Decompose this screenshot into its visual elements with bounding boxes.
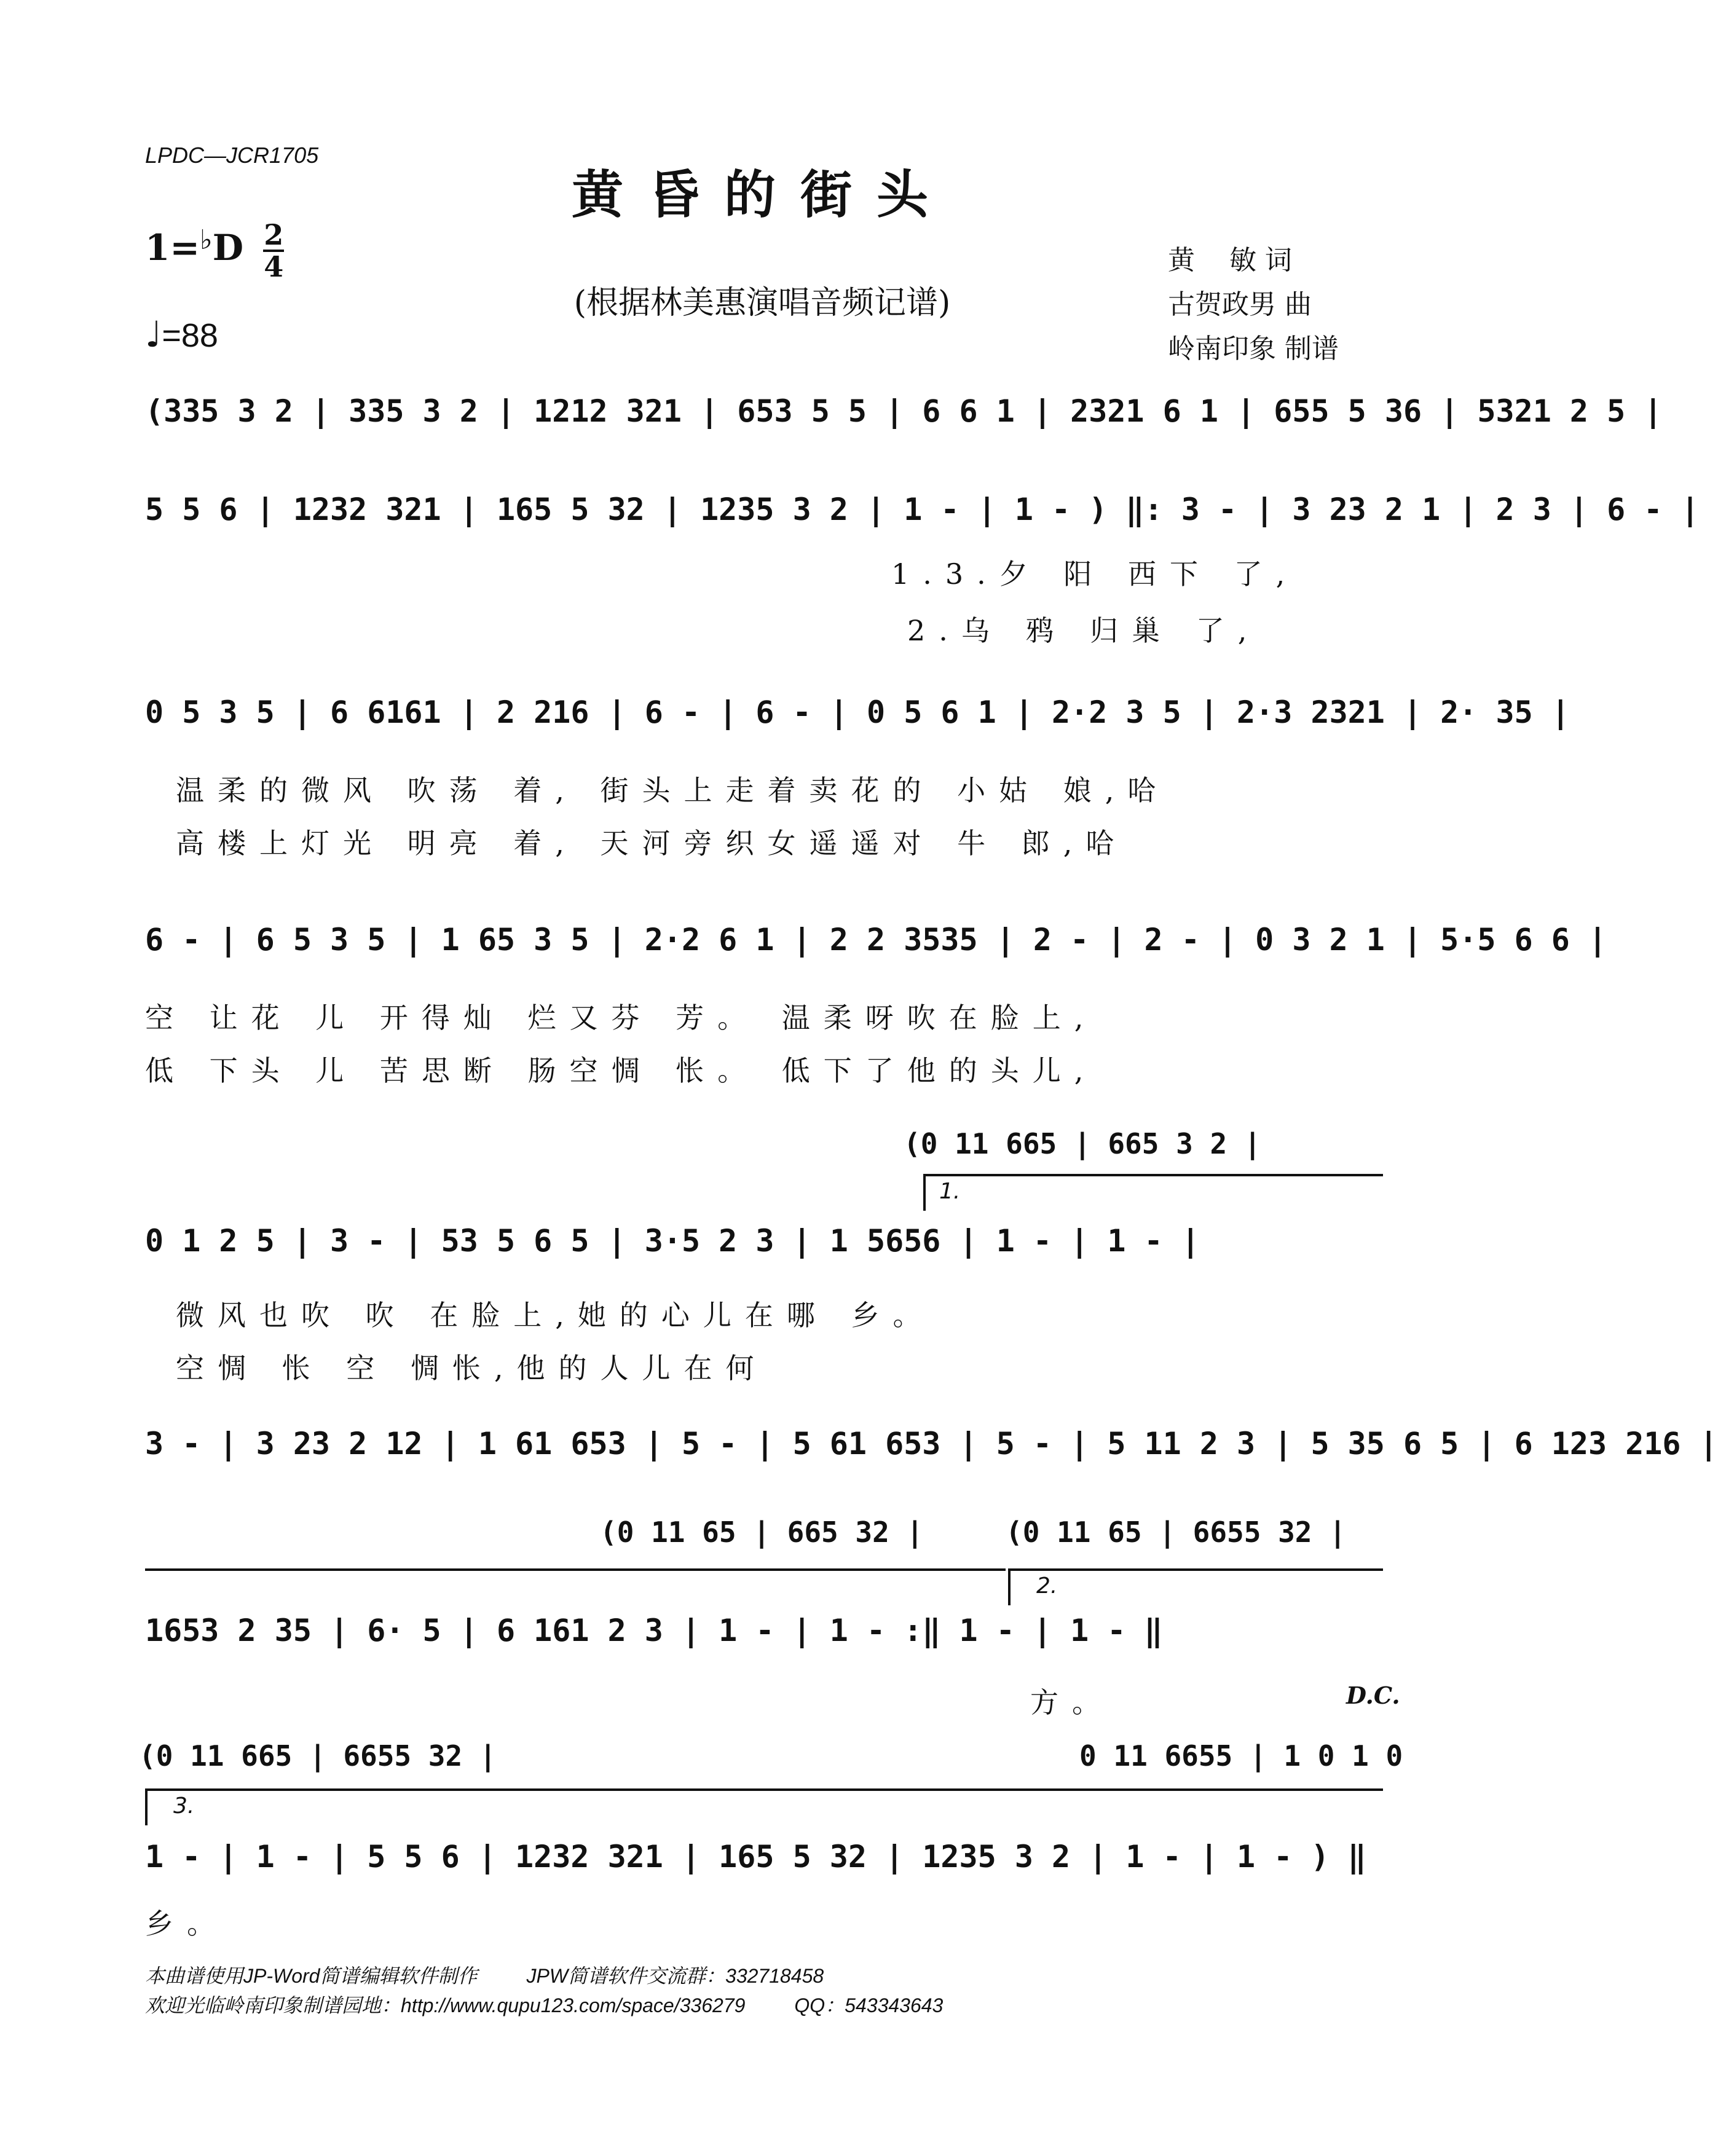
accompaniment-overlay: 0 11 6655 | 1 0 1 0	[1079, 1739, 1403, 1772]
lyric-line: 空 让花 儿 开得灿 烂又芬 芳。 温柔呀吹在脸上,	[145, 1001, 1097, 1034]
notation-system-7: 1653 2 35 | 6· 5 | 6 161 2 3 | 1 - | 1 - :‖ 1 - | 1 - ‖	[145, 1613, 1163, 1648]
notation-system-6: 3 - | 3 23 2 12 | 1 61 653 | 5 - | 5 61 653 | 5 - | 5 11 2 3 | 5 35 6 5 | 6 123 216 |	[145, 1426, 1718, 1462]
lyric-line: 高楼上灯光 明亮 着, 天河旁织女遥遥对 牛 郎,哈	[176, 827, 1128, 860]
accompaniment-overlay: (0 11 65 | 665 32 |	[600, 1516, 924, 1549]
lyric-line: 2.乌 鸦 归巢 了,	[907, 614, 1261, 647]
accompaniment-overlay: (0 11 665 | 665 3 2 |	[904, 1127, 1261, 1160]
composer: 古贺政男 曲	[1168, 289, 1312, 320]
lyric-line: 低 下头 儿 苦思断 肠空惆 怅。 低下了他的头儿,	[145, 1054, 1097, 1087]
volta-bracket-edge	[1008, 1568, 1011, 1605]
notation-system-1: (335 3 2 | 335 3 2 | 1212 321 | 653 5 5 | 6 6 1 | 2321 6 1 | 655 5 36 | 5321 2 5 |	[145, 393, 1663, 429]
arranger: 岭南印象 制谱	[1168, 333, 1339, 364]
notation-system-4: 6 - | 6 5 3 5 | 1 65 3 5 | 2·2 6 1 | 2 2 3535 | 2 - | 2 - | 0 3 2 1 | 5·5 6 6 |	[145, 922, 1607, 958]
volta-bracket-edge	[145, 1788, 148, 1825]
time-bottom: 4	[264, 250, 284, 283]
quarter-note-icon: ♩	[145, 313, 162, 355]
key-signature	[145, 220, 284, 281]
volta-bracket	[923, 1174, 1383, 1176]
credits	[1168, 238, 1339, 371]
time-signature	[263, 220, 284, 281]
lyric-line: 空惆 怅 空 惆怅,他的人儿在何	[176, 1351, 768, 1385]
volta-label: 1.	[939, 1179, 961, 1204]
score-code: LPDC—JCR1705	[145, 143, 319, 168]
lyricist: 黄 敏 词	[1168, 245, 1292, 276]
volta-label: 2.	[1036, 1573, 1058, 1599]
flat-icon: ♭	[199, 224, 213, 256]
time-top: 2	[264, 218, 284, 251]
da-capo-marking: D.C.	[1346, 1682, 1400, 1709]
notation-system-2: 5 5 6 | 1232 321 | 165 5 32 | 1235 3 2 | 1 - | 1 - ) ‖: 3 - | 3 23 2 1 | 2 3 | 6 - |	[145, 492, 1700, 527]
lyric-line: 1.3.夕 阳 西下 了,	[891, 557, 1299, 591]
lyric-line: 温柔的微风 吹荡 着, 街头上走着卖花的 小姑 娘,哈	[176, 774, 1170, 807]
accompaniment-overlay: (0 11 65 | 6655 32 |	[1006, 1516, 1346, 1549]
page-title: 黄昏的街头	[571, 164, 953, 225]
lyric-line: 方。	[1030, 1686, 1114, 1719]
key-note: D	[212, 227, 244, 269]
notation-system-8: 1 - | 1 - | 5 5 6 | 1232 321 | 165 5 32 | 1235 3 2 | 1 - | 1 - ) ‖	[145, 1839, 1366, 1875]
footer-line-1: 本曲谱使用JP-Word简谱编辑软件制作 JPW简谱软件交流群：332718458	[145, 1965, 824, 1987]
key-prefix: 1=	[145, 227, 200, 269]
volta-label: 3.	[173, 1793, 195, 1819]
tempo-marking	[145, 313, 218, 355]
subtitle: (根据林美惠演唱音频记谱)	[573, 285, 951, 321]
lyric-line: 乡。	[145, 1907, 229, 1940]
notation-system-3: 0 5 3 5 | 6 6161 | 2 216 | 6 - | 6 - | 0 5 6 1 | 2·2 3 5 | 2·3 2321 | 2· 35 |	[145, 694, 1570, 730]
tempo-value: =88	[162, 317, 218, 354]
volta-bracket	[145, 1788, 1383, 1791]
staff-separator	[145, 1568, 1006, 1571]
volta-bracket-edge	[923, 1174, 926, 1211]
accompaniment-overlay: (0 11 665 | 6655 32 |	[139, 1739, 497, 1772]
notation-system-5: 0 1 2 5 | 3 - | 53 5 6 5 | 3·5 2 3 | 1 5656 | 1 - | 1 - |	[145, 1223, 1200, 1259]
footer-line-2: 欢迎光临岭南印象制谱园地：http://www.qupu123.com/space/336279 QQ：543343643	[145, 1994, 944, 2016]
volta-bracket	[1008, 1568, 1383, 1571]
lyric-line: 微风也吹 吹 在脸上,她的心儿在哪 乡。	[176, 1299, 935, 1332]
